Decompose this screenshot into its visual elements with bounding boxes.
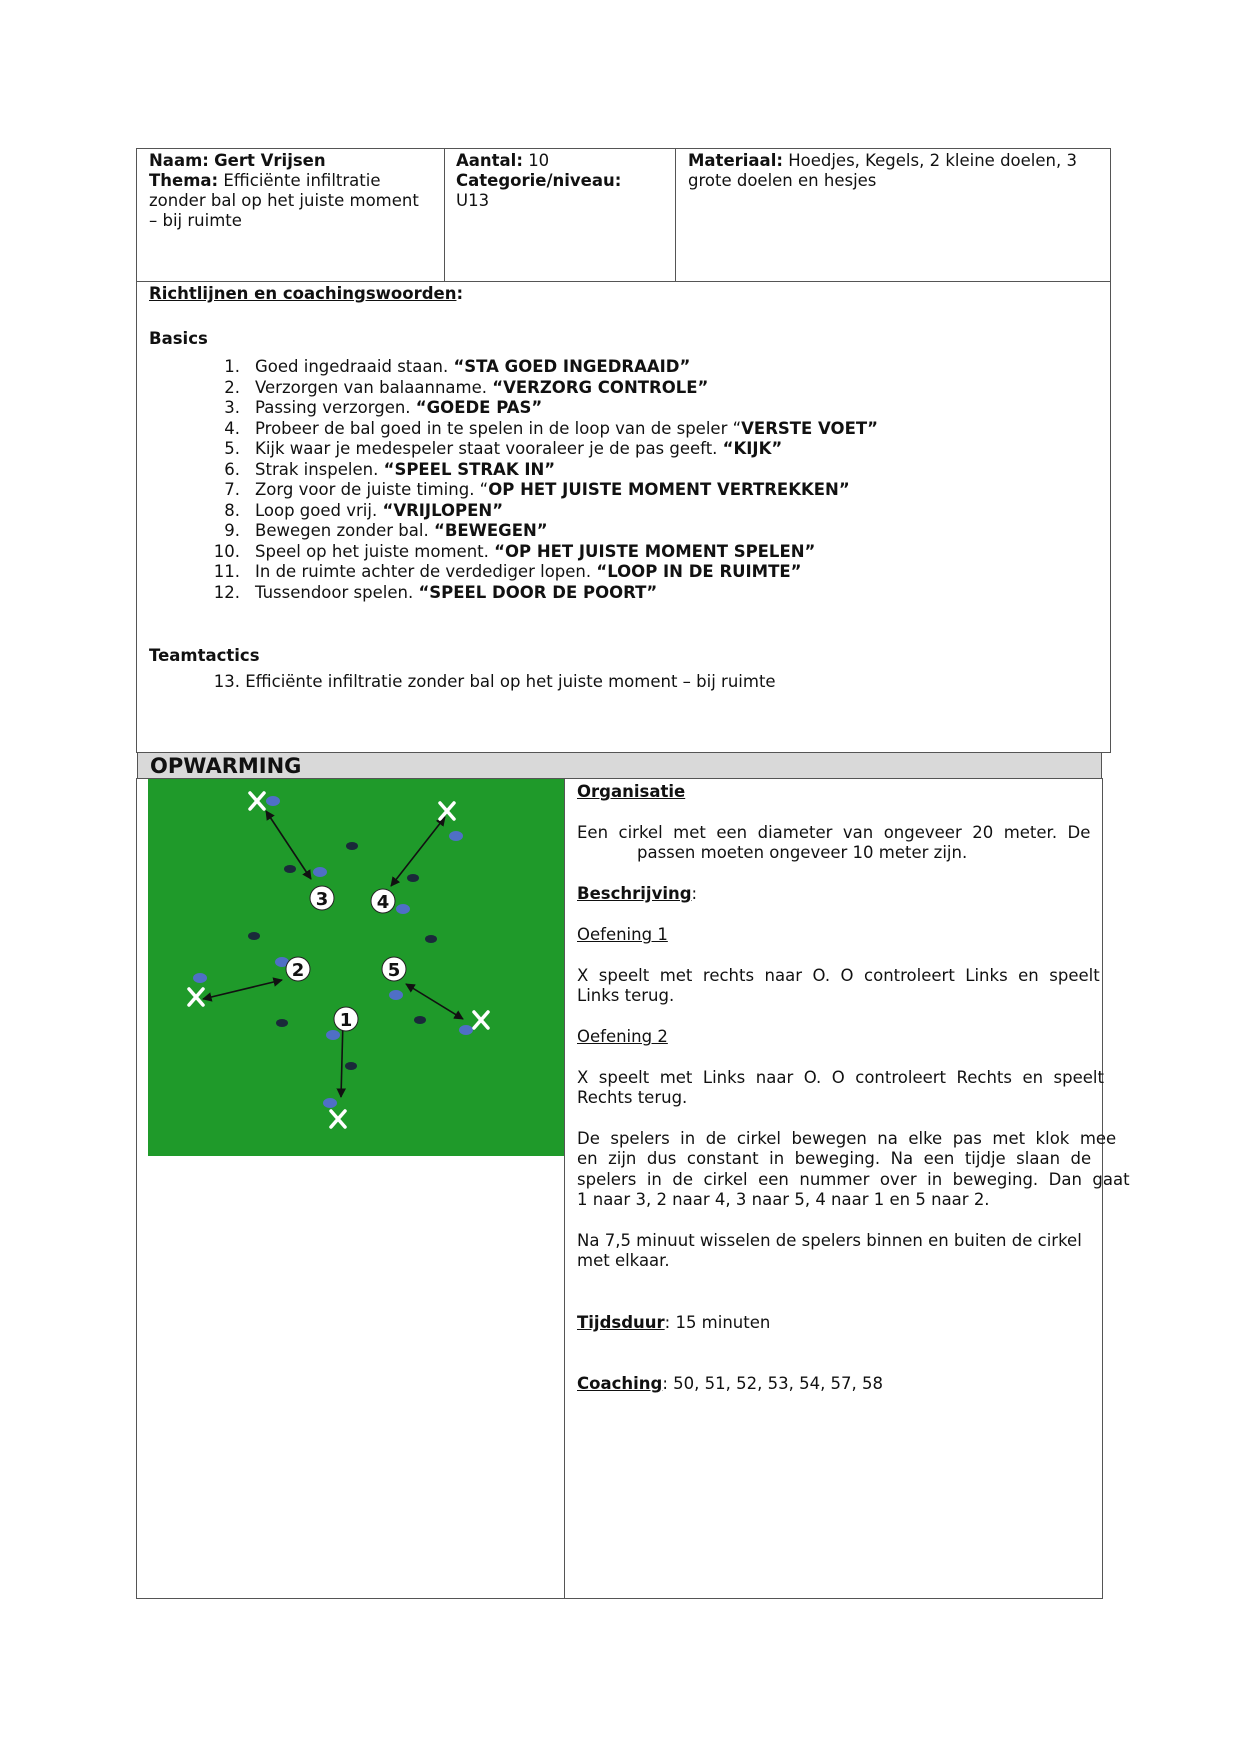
oefening2-line1: X speelt met Links naar O. O controleert Rechts en speelt: [577, 1068, 1104, 1087]
hat-icon: [313, 867, 327, 877]
richtlijnen-title-colon: :: [456, 284, 464, 303]
player-4-label: 4: [376, 892, 390, 913]
basics-item-keyword: “SPEEL DOOR DE POORT”: [418, 582, 658, 602]
player-1-label: 1: [339, 1010, 353, 1031]
basics-item-keyword: “STA GOED INGEDRAAID”: [453, 357, 691, 376]
basics-item-text: [255, 521, 548, 541]
basics-item-number: 5.: [224, 439, 240, 458]
player-2-label: 2: [291, 960, 305, 981]
cone-icon: [248, 932, 260, 940]
basics-item-keyword: “VERZORG CONTROLE”: [492, 377, 709, 397]
basics-item-keyword: “VRIJLOPEN”: [382, 500, 504, 520]
basics-item-keyword: “OP HET JUISTE MOMENT SPELEN”: [494, 541, 816, 561]
basics-item-plain: Probeer de bal goed in te spelen in de loop van de speler “: [255, 418, 742, 438]
hat-icon: [266, 796, 280, 806]
basics-item-text: [255, 542, 815, 562]
basics-item-number: 2.: [224, 377, 240, 397]
cone-icon: [425, 935, 437, 943]
basics-item-number: 4.: [224, 418, 240, 438]
player-5: [382, 957, 406, 981]
oefening1-heading: Oefening 1: [577, 925, 668, 944]
opwarming-title-bar-right: [564, 753, 1102, 779]
beschrijving-heading: Beschrijving: [577, 884, 692, 903]
basics-item-text: [255, 398, 542, 418]
basics-item-keyword: “SPEEL STRAK IN”: [383, 459, 556, 479]
player-1: [334, 1007, 358, 1031]
basics-list: [200, 357, 1100, 607]
basics-item-plain: Speel op het juiste moment.: [255, 541, 495, 561]
basics-item-keyword: “BEWEGEN”: [433, 521, 548, 540]
thema-line1: Efficiënte infiltratie: [223, 171, 381, 190]
basics-item-keyword: “GOEDE PAS”: [415, 398, 543, 417]
para1-line2: en zijn dus constant in beweging. Na een tijdje slaan de: [577, 1149, 1092, 1168]
naam-value: Gert Vrijsen: [214, 151, 326, 170]
basics-item-keyword: OP HET JUISTE MOMENT VERTREKKEN”: [488, 480, 850, 499]
materiaal-line1: Hoedjes, Kegels, 2 kleine doelen, 3: [788, 151, 1077, 170]
basics-item-text: [255, 357, 690, 377]
basics-item-keyword: “LOOP IN DE RUIMTE”: [596, 562, 802, 581]
organisatie-line2: passen moeten ongeveer 10 meter zijn.: [637, 843, 968, 862]
cone-icon: [345, 1062, 357, 1070]
basics-heading: Basics: [149, 329, 208, 348]
para2-line1: Na 7,5 minuut wisselen de spelers binnen en buiten de cirkel: [577, 1231, 1082, 1250]
basics-item-plain: Passing verzorgen.: [255, 398, 416, 417]
basics-item-plain: Tussendoor spelen.: [255, 582, 419, 602]
basics-item-plain: Strak inspelen.: [255, 459, 384, 479]
naam-block: [149, 151, 439, 231]
player-3: [310, 886, 334, 910]
teamtactics-heading: Teamtactics: [149, 646, 260, 665]
basics-item-plain: In de ruimte achter de verdediger lopen.: [255, 562, 597, 581]
oefening1-line1: X speelt met rechts naar O. O controleert Links en speelt: [577, 966, 1100, 985]
cone-icon: [276, 1019, 288, 1027]
basics-item-plain: Bewegen zonder bal.: [255, 521, 434, 540]
materiaal-label: Materiaal:: [688, 151, 783, 170]
player-3-label: 3: [315, 889, 329, 910]
oefening2-line2: Rechts terug.: [577, 1088, 688, 1107]
basics-item-text: [255, 460, 555, 480]
organisatie-line1: Een cirkel met een diameter van ongeveer 20 meter. De: [577, 823, 1091, 842]
exercise-diagram: [148, 779, 564, 1156]
materiaal-block: [688, 151, 1108, 191]
hat-icon: [323, 1098, 337, 1108]
richtlijnen-title: [149, 284, 463, 304]
thema-label: Thema:: [149, 171, 219, 190]
coaching-value: : 50, 51, 52, 53, 54, 57, 58: [662, 1374, 884, 1393]
thema-line3: – bij ruimte: [149, 211, 242, 230]
para1-line1: De spelers in de cirkel bewegen na elke pas met klok mee: [577, 1129, 1117, 1148]
tijdsduur-value: : 15 minuten: [664, 1313, 771, 1332]
hat-icon: [193, 973, 207, 983]
basics-item-number: 11.: [213, 562, 240, 581]
basics-item-text: [255, 501, 503, 521]
field-background: [148, 779, 564, 1156]
teamtactics-num: 13.: [213, 672, 240, 691]
basics-item-text: [255, 583, 657, 603]
player-2: [286, 957, 310, 981]
categorie-value: U13: [456, 191, 490, 210]
basics-item-number: 9.: [224, 521, 240, 540]
oefening2-heading: Oefening 2: [577, 1027, 668, 1046]
basics-item-number: 10.: [213, 541, 240, 561]
basics-item-number: 1.: [224, 357, 240, 376]
hat-icon: [396, 904, 410, 914]
basics-item-plain: Verzorgen van balaanname.: [255, 377, 493, 397]
para1-line4: 1 naar 3, 2 naar 4, 3 naar 5, 4 naar 1 en 5 naar 2.: [577, 1190, 990, 1209]
hat-icon: [459, 1025, 473, 1035]
player-5-label: 5: [387, 960, 401, 981]
basics-item-plain: Zorg voor de juiste timing. “: [255, 480, 489, 499]
para1-line3: spelers in de cirkel een nummer over in beweging. Dan gaat: [577, 1170, 1130, 1189]
oefening1-line2: Links terug.: [577, 986, 675, 1005]
basics-item-text: [255, 439, 782, 459]
aantal-label: Aantal:: [456, 151, 523, 170]
thema-line2: zonder bal op het juiste moment: [149, 191, 419, 210]
basics-item-number: 12.: [213, 582, 240, 602]
cone-icon: [346, 842, 358, 850]
naam-label: Naam:: [149, 151, 209, 170]
tijdsduur-label: Tijdsduur: [577, 1313, 665, 1332]
basics-item-plain: Loop goed vrij.: [255, 500, 383, 520]
basics-item-keyword: “KIJK”: [722, 439, 783, 458]
beschrijving-colon: :: [691, 884, 698, 903]
hat-icon: [389, 990, 403, 1000]
teamtactics-text: Efficiënte infiltratie zonder bal op het juiste moment – bij ruimte: [245, 672, 776, 691]
basics-item-plain: Goed ingedraaid staan.: [255, 357, 454, 376]
cone-icon: [407, 874, 419, 882]
cone-icon: [414, 1016, 426, 1024]
player-4: [371, 889, 395, 913]
hat-icon: [449, 831, 463, 841]
basics-item-number: 6.: [224, 459, 240, 479]
hat-icon: [326, 1030, 340, 1040]
aantal-block: [456, 151, 671, 211]
basics-item-keyword: VERSTE VOET”: [741, 418, 878, 438]
cone-icon: [284, 865, 296, 873]
teamtactics-item: [200, 672, 776, 692]
coaching-label: Coaching: [577, 1374, 663, 1393]
basics-item-text: [255, 419, 878, 439]
opwarming-title: OPWARMING: [150, 754, 302, 778]
aantal-value: 10: [528, 151, 550, 170]
materiaal-line2: grote doelen en hesjes: [688, 171, 877, 190]
basics-item-plain: Kijk waar je medespeler staat vooraleer je de pas geeft.: [255, 439, 723, 458]
categorie-label: Categorie/niveau:: [456, 171, 622, 190]
organisatie-heading: Organisatie: [577, 782, 686, 801]
basics-item-text: [255, 480, 850, 500]
basics-item-text: [255, 562, 801, 582]
basics-item-text: [255, 378, 708, 398]
basics-item-number: 3.: [224, 398, 240, 417]
basics-item-number: 8.: [224, 500, 240, 520]
para2-line2: met elkaar.: [577, 1251, 670, 1270]
basics-item-number: 7.: [224, 480, 240, 499]
richtlijnen-title-text: Richtlijnen en coachingswoorden: [149, 284, 457, 303]
